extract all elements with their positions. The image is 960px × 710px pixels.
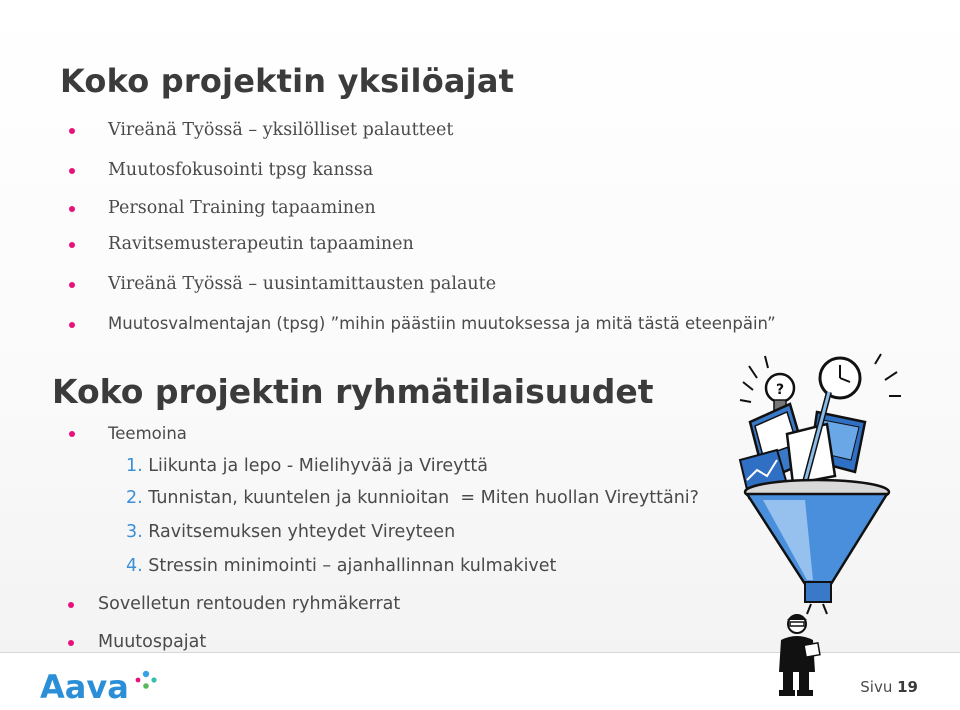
section-subtitle: Koko projektin ryhmätilaisuudet [52,372,654,411]
aava-logo [38,666,158,710]
bullet-dot-icon [69,242,75,248]
bullet-dot-icon [69,431,75,437]
list-item: Ravitsemusterapeutin tapaaminen [80,234,414,254]
person-icon [779,615,820,696]
list-item: Muutosvalmentajan (tpsg) ”mihin päästiin muutoksessa ja mitä tästä eteenpäin” [80,314,776,333]
numbered-item: 2. Tunnistan, kuuntelen ja kunnioitan = Miten huollan Vireyttäni? [126,488,699,508]
list-item: Muutosfokusointi tpsg kanssa [80,160,373,180]
bullet-dot-icon [68,640,74,646]
logo-dots-icon [136,671,157,689]
svg-text:Aava: Aava [40,668,129,706]
page-number: Sivu 19 [860,678,918,696]
bullet-dot-icon [68,602,74,608]
list-item: Vireänä Työssä – uusintamittausten palaute [80,274,496,294]
numbered-item: 1. Liikunta ja lepo - Mielihyvää ja Vireyttä [126,456,488,476]
bullet-dot-icon [69,128,75,134]
funnel-ideas-person-icon [735,352,905,697]
list-item: Sovelletun rentouden ryhmäkerrat [72,594,400,614]
bullet-dot-icon [69,322,75,328]
item-number: 3. [126,522,143,542]
item-number: 4. [126,556,143,576]
bullet-dot-icon [69,206,75,212]
bullet-dot-icon [69,282,75,288]
item-number: 2. [126,488,143,508]
list-item: Teemoina [80,424,187,443]
numbered-item: 3. Ravitsemuksen yhteydet Vireyteen [126,522,456,542]
list-item: Muutospajat [72,632,206,652]
list-item: Personal Training tapaaminen [80,198,376,218]
bullet-dot-icon [69,168,75,174]
numbered-item: 4. Stressin minimointi – ajanhallinnan kulmakivet [126,556,557,576]
list-item: Vireänä Työssä – yksilölliset palautteet [80,120,453,140]
page-title: Koko projektin yksilöajat [60,62,515,100]
item-number: 1. [126,456,143,476]
svg-text:?: ? [776,382,785,398]
